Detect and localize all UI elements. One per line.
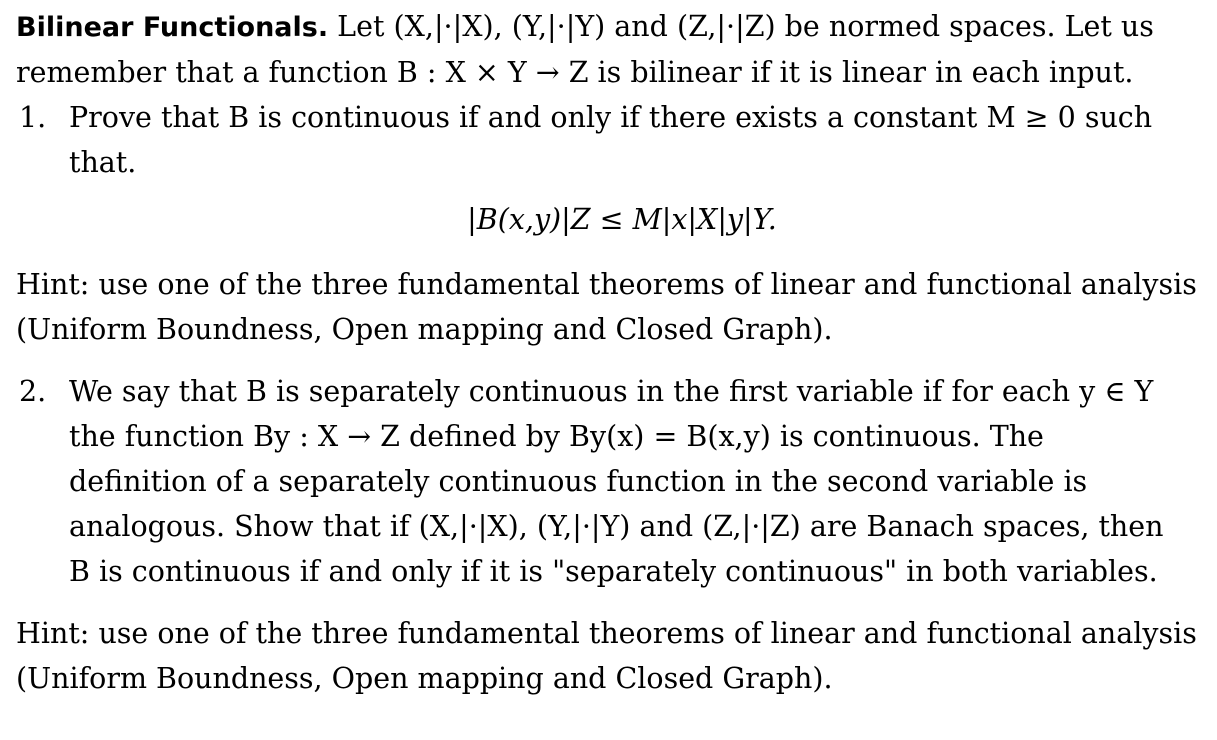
display-formula: |B(x,y)|Z ≤ M|x|X|y|Y. [467,203,777,236]
item-number: 1. [19,101,47,134]
intro-paragraph [16,4,1208,95]
hint-1-line-2: (Uniform Boundness, Open mapping and Closed Graph). [16,313,833,346]
intro-line-1-text: Let (X,|·|X), (Y,|·|Y) and (Z,|·|Z) be normed spaces. Let us [328,10,1154,43]
hint-1-line-1: Hint: use one of the three fundamental theorems of linear and functional analysis [16,268,1197,301]
item-1-line-b: that. [69,146,137,179]
intro-line-1 [16,10,1154,43]
item-2-line-1: We say that B is separately continuous in the first variable if for each y ∈ Y [69,375,1154,408]
item-2-line-2: the function By : X → Z defined by By(x) = B(x,y) is continuous. The [69,420,1044,453]
item-2-line-3: definition of a separately continuous function in the second variable is [69,465,1088,498]
item-2-line-4: analogous. Show that if (X,|·|X), (Y,|·|Y) and (Z,|·|Z) are Banach spaces, then [69,510,1164,543]
item-1-line-a: Prove that B is continuous if and only if there exists a constant M ≥ 0 such [69,101,1153,134]
hint-2-line-2: (Uniform Boundness, Open mapping and Closed Graph). [16,662,833,695]
item-number: 2. [19,375,47,408]
section-title: Bilinear Functionals. [16,12,329,43]
problem-item-1 [16,95,1208,185]
document [16,4,1208,701]
hint-2-line-1: Hint: use one of the three fundamental theorems of linear and functional analysis [16,617,1197,650]
intro-line-2: remember that a function B : X × Y → Z is bilinear if it is linear in each input. [16,56,1134,89]
hint-1 [16,262,1208,352]
item-2-line-5: B is continuous if and only if it is "separately continuous" in both variables. [69,555,1158,588]
problem-item-2 [16,369,1208,594]
hint-2 [16,611,1208,701]
